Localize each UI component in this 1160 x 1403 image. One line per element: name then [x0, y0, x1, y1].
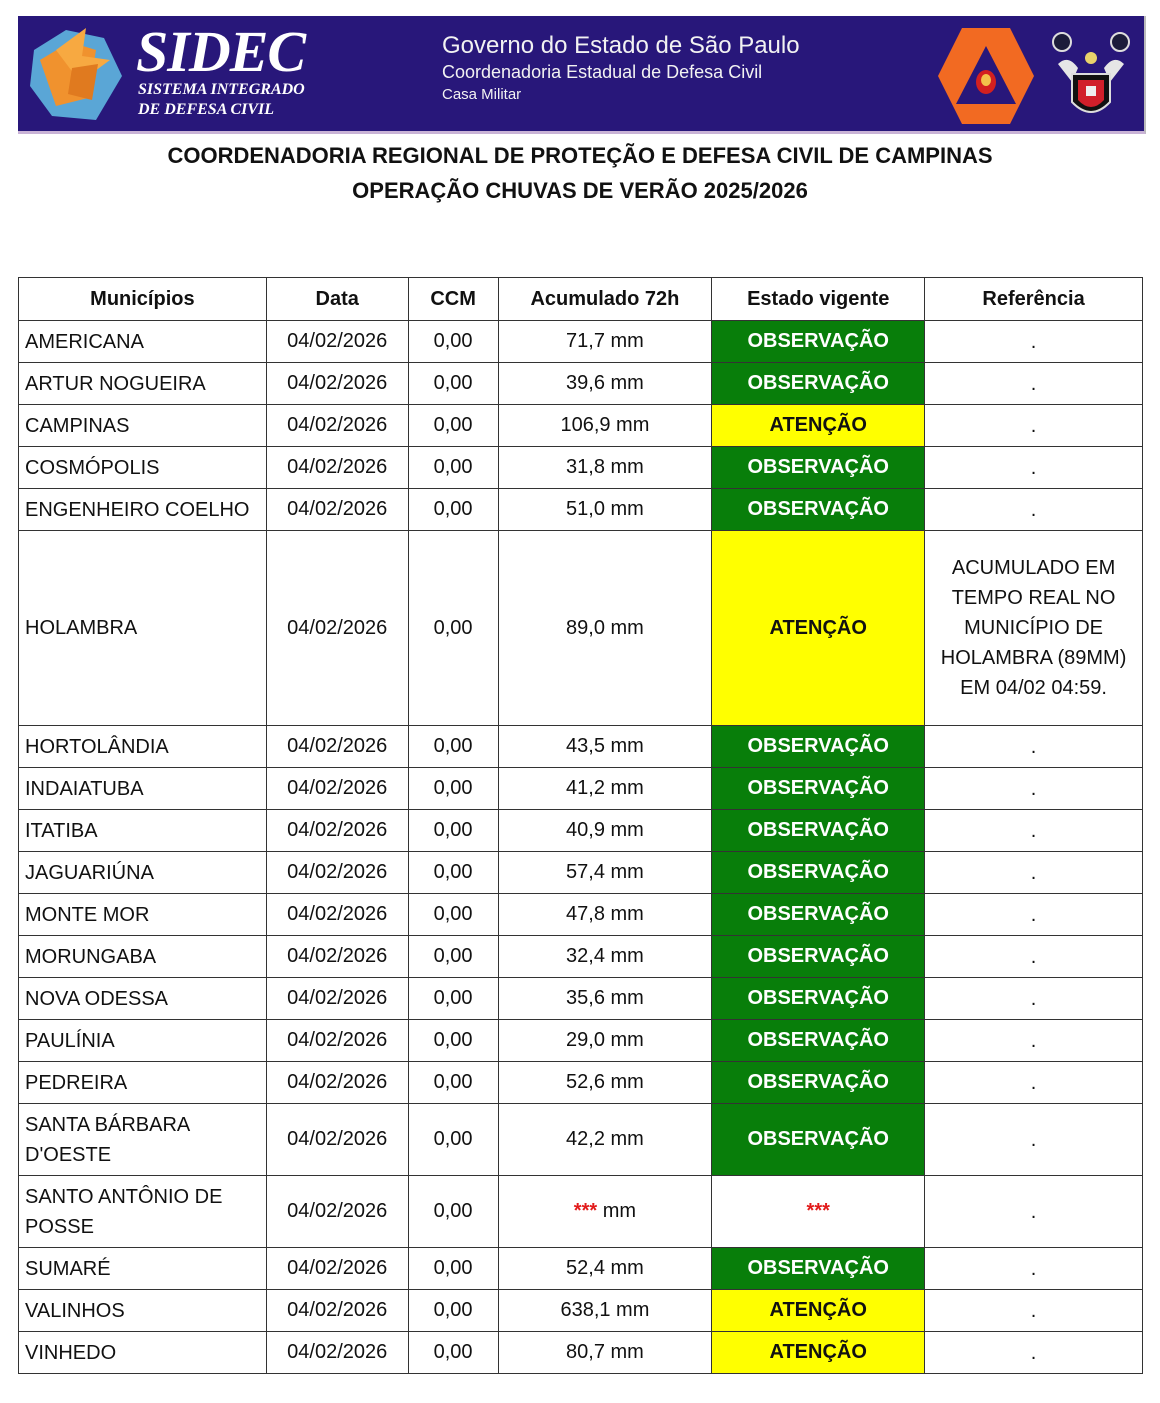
status-cell: OBSERVAÇÃO — [712, 447, 925, 489]
table-row — [19, 321, 1143, 363]
table-row — [19, 489, 1143, 531]
ccm-cell: 0,00 — [408, 1062, 498, 1104]
accumulated-cell: 43,5 mm — [498, 726, 712, 768]
accumulated-cell: 41,2 mm — [498, 768, 712, 810]
table-row — [19, 531, 1143, 726]
ccm-cell: 0,00 — [408, 1290, 498, 1332]
table-row — [19, 447, 1143, 489]
status-cell: ATENÇÃO — [712, 1332, 925, 1374]
reference-cell: . — [925, 1248, 1143, 1290]
reference-cell: . — [925, 726, 1143, 768]
military-house-emblem-icon — [1048, 24, 1134, 128]
reference-cell: . — [925, 489, 1143, 531]
header-banner — [18, 16, 1146, 134]
table-row — [19, 1104, 1143, 1176]
ccm-cell: 0,00 — [408, 978, 498, 1020]
date-cell: 04/02/2026 — [266, 1248, 408, 1290]
accumulated-cell: 71,7 mm — [498, 321, 712, 363]
date-cell: 04/02/2026 — [266, 978, 408, 1020]
reference-cell: . — [925, 447, 1143, 489]
sidec-title: SIDEC — [136, 19, 306, 84]
table-row — [19, 1248, 1143, 1290]
document-titles — [0, 138, 1160, 208]
reference-cell: . — [925, 852, 1143, 894]
ccm-cell: 0,00 — [408, 1248, 498, 1290]
reference-cell: . — [925, 894, 1143, 936]
municipio-cell: HORTOLÂNDIA — [19, 726, 267, 768]
date-cell: 04/02/2026 — [266, 531, 408, 726]
ccm-cell: 0,00 — [408, 1020, 498, 1062]
document-title: COORDENADORIA REGIONAL DE PROTEÇÃO E DEFESA CIVIL DE CAMPINAS — [167, 143, 993, 168]
table-row — [19, 978, 1143, 1020]
accumulated-cell: 80,7 mm — [498, 1332, 712, 1374]
rainfall-status-table — [18, 277, 1143, 1374]
status-cell: OBSERVAÇÃO — [712, 1104, 925, 1176]
table-row — [19, 768, 1143, 810]
municipio-cell: ITATIBA — [19, 810, 267, 852]
sidec-subtitle-line-1: SISTEMA INTEGRADO — [138, 81, 305, 98]
ccm-cell: 0,00 — [408, 1104, 498, 1176]
status-cell: OBSERVAÇÃO — [712, 1062, 925, 1104]
municipio-cell: ENGENHEIRO COELHO — [19, 489, 267, 531]
column-header-municipios: Municípios — [19, 278, 267, 321]
sidec-subtitle — [138, 80, 305, 120]
date-cell: 04/02/2026 — [266, 321, 408, 363]
date-cell: 04/02/2026 — [266, 1020, 408, 1062]
status-cell: ATENÇÃO — [712, 1290, 925, 1332]
municipio-cell: PEDREIRA — [19, 1062, 267, 1104]
status-cell: ATENÇÃO — [712, 405, 925, 447]
reference-cell: . — [925, 1020, 1143, 1062]
ccm-cell: 0,00 — [408, 1176, 498, 1248]
ccm-cell: 0,00 — [408, 768, 498, 810]
accumulated-cell: 89,0 mm — [498, 531, 712, 726]
status-cell: ATENÇÃO — [712, 531, 925, 726]
table-row — [19, 1020, 1143, 1062]
column-header-referencia: Referência — [925, 278, 1143, 321]
reference-cell: . — [925, 1290, 1143, 1332]
municipio-cell: VINHEDO — [19, 1332, 267, 1374]
table-row — [19, 852, 1143, 894]
status-cell: OBSERVAÇÃO — [712, 894, 925, 936]
accumulated-cell — [498, 1176, 712, 1248]
status-cell: OBSERVAÇÃO — [712, 810, 925, 852]
date-cell: 04/02/2026 — [266, 1332, 408, 1374]
date-cell: 04/02/2026 — [266, 726, 408, 768]
table-row — [19, 936, 1143, 978]
document-subtitle: OPERAÇÃO CHUVAS DE VERÃO 2025/2026 — [352, 178, 808, 203]
status-cell: OBSERVAÇÃO — [712, 978, 925, 1020]
date-cell: 04/02/2026 — [266, 810, 408, 852]
date-cell: 04/02/2026 — [266, 1104, 408, 1176]
table-row — [19, 1176, 1143, 1248]
table-row — [19, 1290, 1143, 1332]
date-cell: 04/02/2026 — [266, 363, 408, 405]
accumulated-cell: 52,4 mm — [498, 1248, 712, 1290]
table-row — [19, 726, 1143, 768]
accumulated-cell: 40,9 mm — [498, 810, 712, 852]
accumulated-cell: 31,8 mm — [498, 447, 712, 489]
status-cell: OBSERVAÇÃO — [712, 768, 925, 810]
status-cell: OBSERVAÇÃO — [712, 726, 925, 768]
table-header-row — [19, 278, 1143, 321]
ccm-cell: 0,00 — [408, 1332, 498, 1374]
column-header-estado: Estado vigente — [712, 278, 925, 321]
unit-label: mm — [602, 1200, 637, 1222]
missing-value-marker: *** — [573, 1200, 598, 1222]
reference-cell: . — [925, 405, 1143, 447]
status-cell: OBSERVAÇÃO — [712, 489, 925, 531]
reference-cell: . — [925, 768, 1143, 810]
column-header-data: Data — [266, 278, 408, 321]
accumulated-cell: 29,0 mm — [498, 1020, 712, 1062]
gov-line-3: Casa Militar — [442, 86, 522, 103]
reference-cell: . — [925, 1062, 1143, 1104]
sidec-logo-icon — [26, 20, 136, 126]
date-cell: 04/02/2026 — [266, 852, 408, 894]
reference-cell: ACUMULADO EM TEMPO REAL NO MUNICÍPIO DE HOLAMBRA (89MM) EM 04/02 04:59. — [925, 531, 1143, 726]
status-cell: OBSERVAÇÃO — [712, 1248, 925, 1290]
accumulated-cell: 39,6 mm — [498, 363, 712, 405]
date-cell: 04/02/2026 — [266, 1062, 408, 1104]
civil-defense-emblem-icon — [936, 24, 1036, 128]
municipio-cell: ARTUR NOGUEIRA — [19, 363, 267, 405]
date-cell: 04/02/2026 — [266, 1290, 408, 1332]
municipio-cell: SUMARÉ — [19, 1248, 267, 1290]
date-cell: 04/02/2026 — [266, 489, 408, 531]
accumulated-cell: 47,8 mm — [498, 894, 712, 936]
municipio-cell: SANTO ANTÔNIO DE POSSE — [19, 1176, 267, 1248]
status-cell: OBSERVAÇÃO — [712, 321, 925, 363]
municipio-cell: PAULÍNIA — [19, 1020, 267, 1062]
ccm-cell: 0,00 — [408, 363, 498, 405]
municipio-cell: MONTE MOR — [19, 894, 267, 936]
reference-cell: . — [925, 321, 1143, 363]
reference-cell: . — [925, 363, 1143, 405]
ccm-cell: 0,00 — [408, 936, 498, 978]
ccm-cell: 0,00 — [408, 894, 498, 936]
accumulated-cell: 51,0 mm — [498, 489, 712, 531]
reference-cell: . — [925, 1176, 1143, 1248]
accumulated-cell: 42,2 mm — [498, 1104, 712, 1176]
column-header-ccm: CCM — [408, 278, 498, 321]
reference-cell: . — [925, 1104, 1143, 1176]
ccm-cell: 0,00 — [408, 852, 498, 894]
municipio-cell: CAMPINAS — [19, 405, 267, 447]
municipio-cell: VALINHOS — [19, 1290, 267, 1332]
table-row — [19, 810, 1143, 852]
ccm-cell: 0,00 — [408, 810, 498, 852]
municipio-cell: AMERICANA — [19, 321, 267, 363]
reference-cell: . — [925, 1332, 1143, 1374]
reference-cell: . — [925, 936, 1143, 978]
accumulated-cell: 32,4 mm — [498, 936, 712, 978]
municipio-cell: COSMÓPOLIS — [19, 447, 267, 489]
ccm-cell: 0,00 — [408, 726, 498, 768]
accumulated-cell: 57,4 mm — [498, 852, 712, 894]
table-row — [19, 405, 1143, 447]
accumulated-cell: 35,6 mm — [498, 978, 712, 1020]
date-cell: 04/02/2026 — [266, 768, 408, 810]
gov-line-1: Governo do Estado de São Paulo — [442, 32, 800, 59]
municipio-cell: HOLAMBRA — [19, 531, 267, 726]
ccm-cell: 0,00 — [408, 321, 498, 363]
date-cell: 04/02/2026 — [266, 936, 408, 978]
date-cell: 04/02/2026 — [266, 1176, 408, 1248]
ccm-cell: 0,00 — [408, 531, 498, 726]
municipio-cell: JAGUARIÚNA — [19, 852, 267, 894]
sidec-subtitle-line-2: DE DEFESA CIVIL — [138, 101, 275, 118]
status-cell: *** — [712, 1176, 925, 1248]
column-header-acumulado: Acumulado 72h — [498, 278, 712, 321]
table-row — [19, 894, 1143, 936]
gov-line-2: Coordenadoria Estadual de Defesa Civil — [442, 62, 763, 82]
status-cell: OBSERVAÇÃO — [712, 363, 925, 405]
government-heading — [442, 32, 800, 106]
status-cell: OBSERVAÇÃO — [712, 936, 925, 978]
status-cell: OBSERVAÇÃO — [712, 852, 925, 894]
table-row — [19, 1062, 1143, 1104]
date-cell: 04/02/2026 — [266, 447, 408, 489]
accumulated-cell: 638,1 mm — [498, 1290, 712, 1332]
accumulated-cell: 106,9 mm — [498, 405, 712, 447]
ccm-cell: 0,00 — [408, 447, 498, 489]
ccm-cell: 0,00 — [408, 405, 498, 447]
municipio-cell: SANTA BÁRBARA D'OESTE — [19, 1104, 267, 1176]
table-row — [19, 363, 1143, 405]
date-cell: 04/02/2026 — [266, 405, 408, 447]
ccm-cell: 0,00 — [408, 489, 498, 531]
table-row — [19, 1332, 1143, 1374]
municipio-cell: NOVA ODESSA — [19, 978, 267, 1020]
municipio-cell: INDAIATUBA — [19, 768, 267, 810]
reference-cell: . — [925, 978, 1143, 1020]
accumulated-cell: 52,6 mm — [498, 1062, 712, 1104]
reference-cell: . — [925, 810, 1143, 852]
status-cell: OBSERVAÇÃO — [712, 1020, 925, 1062]
date-cell: 04/02/2026 — [266, 894, 408, 936]
municipio-cell: MORUNGABA — [19, 936, 267, 978]
